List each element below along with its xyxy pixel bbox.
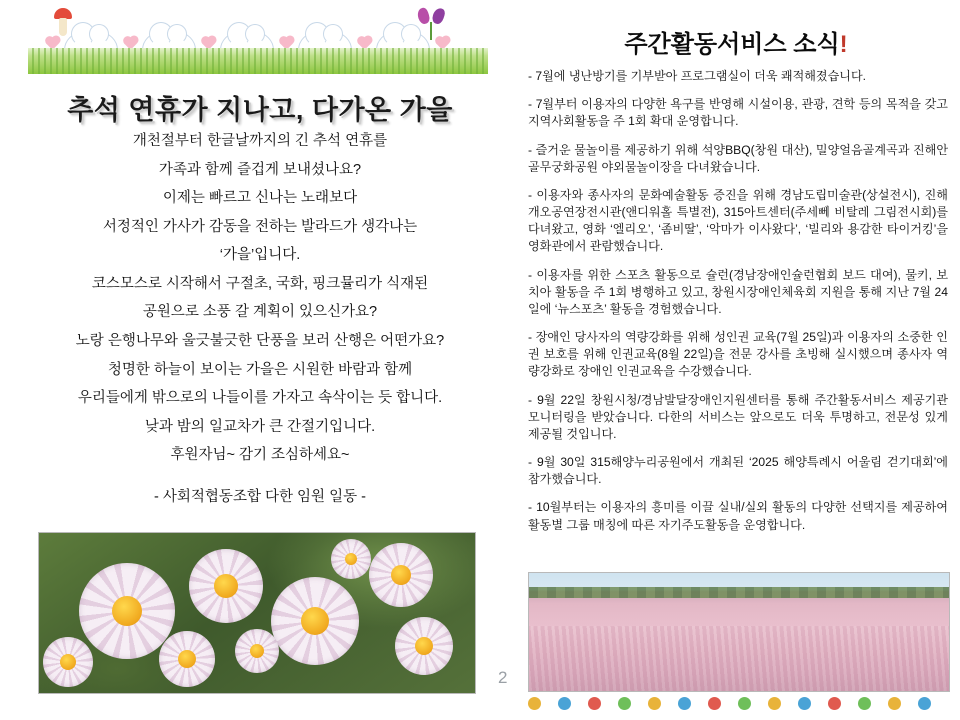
news-item: - 9월 30일 315해양누리공원에서 개최된 ‘2025 해양특례시 어울림 걷기대회’에 참가했습니다. <box>528 455 948 487</box>
mushroom-icon <box>54 8 72 38</box>
left-line: 낮과 밤의 일교차가 큰 간절기입니다. <box>144 418 376 435</box>
left-line: 노랑 은행나무와 울긋불긋한 단풍을 보러 산행은 어떤가요? <box>75 332 445 349</box>
right-headline-mark: ! <box>839 31 848 58</box>
page-number: 2 <box>498 668 508 687</box>
decorative-bottom-dots <box>528 694 948 714</box>
news-item: - 장애인 당사자의 역량강화를 위해 성인권 교육(7월 25일)과 이용자의 소중한 인권 보호를 위해 인권교육(8월 22일)을 전문 강사를 초빙해 실시했으며 종사자 역량강화로 장애인 인권교육을 수강했습니다. <box>528 330 948 379</box>
news-item: - 7월에 냉난방기를 기부받아 프로그램실이 더욱 쾌적해졌습니다. <box>528 69 867 83</box>
left-line: 이제는 빠르고 신나는 노래보다 <box>162 190 358 207</box>
left-line: 청명한 하늘이 보이는 가을은 시원한 바람과 함께 <box>107 361 413 378</box>
news-item: - 이용자를 위한 스포츠 활동으로 슐런(경남장애인슐런협회 보드 대여), 물키, 보치아 활동을 주 1회 병행하고 있고, 창원시장애인체육회 지원을 통해 지난 7월 24일에 ‘뉴스포츠’ 활동을 경험했습니다. <box>528 267 948 316</box>
left-line: 공원으로 소풍 갈 계획이 있으신가요? <box>142 304 378 321</box>
left-headline: 추석 연휴가 지나고, 다가온 가을 <box>67 95 453 125</box>
news-item: - 9월 22일 창원시청/경남발달장애인지원센터를 통해 주간활동서비스 제공기관 모니터링을 받았습니다. 다한의 서비스는 앞으로도 더욱 투명하고, 전문성 있게 제공될 것입니다. <box>528 392 948 441</box>
news-item: - 이용자와 종사자의 문화예술활동 증진을 위해 경남도립미술관(상설전시), 진해개오공연장전시관(앤디워홀 특별전), 315아트센터(주세뻬 비탈레 그림전시회)를 다녀왔고, 영화 ‘엘리오’, ‘좀비딸’, ‘악마가 이사왔다’, ‘빌리와 용감한 타이거킹’을 영화관에서 관람했습니다. <box>528 187 948 254</box>
butterfly-icon <box>418 6 444 40</box>
news-item: - 10월부터는 이용자의 흥미를 이끌 실내/실외 활동의 다양한 선택지를 제공하여 활동별 그룹 매칭에 따른 자기주도활동을 운영합니다. <box>528 500 948 532</box>
right-headline-text: 주간활동서비스 소식 <box>624 31 840 58</box>
left-line: ‘가을’입니다. <box>219 247 301 264</box>
left-line: 가족과 함께 즐겁게 보내셨나요? <box>158 161 362 178</box>
news-list <box>528 68 948 545</box>
right-headline <box>512 24 960 59</box>
flower-photo <box>38 532 476 694</box>
left-body-text <box>28 132 492 516</box>
grass-strip <box>28 48 488 74</box>
left-line: 서정적인 가사가 감동을 전하는 발라드가 생각나는 <box>102 218 418 235</box>
news-item: - 즐거운 물놀이를 제공하기 위해 석양BBQ(창원 대산), 밀양얼음골계곡과 진해안골무궁화공원 야외물놀이장을 다녀왔습니다. <box>528 142 948 174</box>
left-signature: - 사회적협동조합 다한 임원 일동 - <box>154 488 366 505</box>
left-line: 후원자님~ 감기 조심하세요~ <box>170 447 350 464</box>
right-column <box>512 0 960 720</box>
news-item: - 7월부터 이용자의 다양한 욕구를 반영해 시설이용, 관광, 견학 등의 목적을 갖고 지역사회활동을 주 1회 확대 운영합니다. <box>528 97 948 129</box>
left-line: 코스모스로 시작해서 구절초, 국화, 핑크뮬리가 식재된 <box>91 275 429 292</box>
left-line: 우리들에게 밖으로의 나들이를 가자고 속삭이는 듯 합니다. <box>77 390 443 407</box>
left-line: 개천절부터 한글날까지의 긴 추석 연휴를 <box>132 133 388 149</box>
pink-muhly-photo <box>528 572 950 692</box>
